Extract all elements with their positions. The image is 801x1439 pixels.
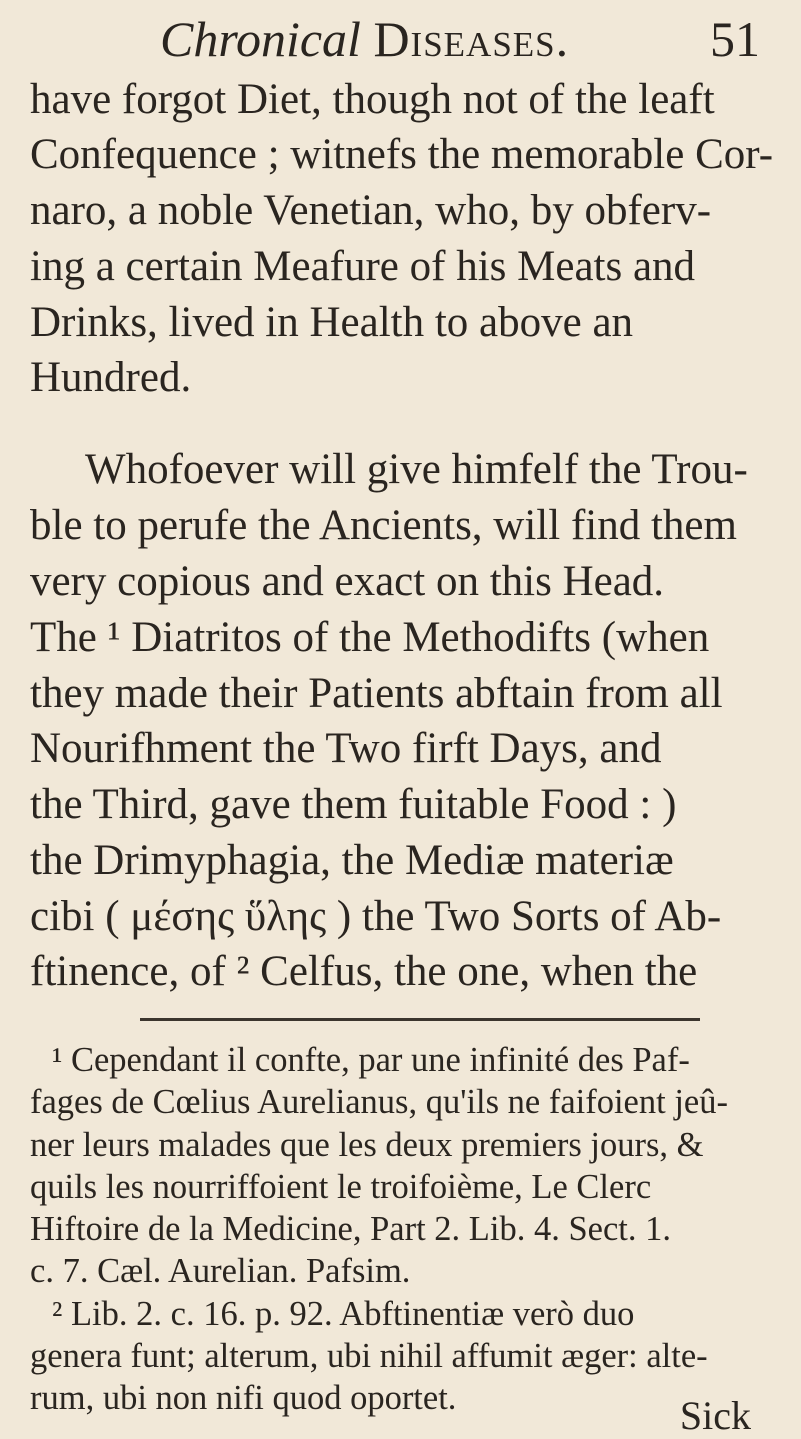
page-number: 51 <box>710 11 760 67</box>
body-line: very copious and exact on this Head. <box>30 558 665 605</box>
footnote-line: quils les nourriffoient le troifoième, Le Clerc <box>30 1168 652 1206</box>
footnote-line: c. 7. Cæl. Aurelian. Pafsim. <box>30 1252 411 1290</box>
body-line: they made their Patients abftain from all <box>30 670 723 717</box>
body-line: cibi ( μέσης ὕλης ) the Two Sorts of Ab- <box>30 893 722 940</box>
body-line: Hundred. <box>30 354 192 401</box>
body-line: the Drimyphagia, the Mediæ materiæ <box>30 837 674 884</box>
body-line: The ¹ Diatritos of the Methodifts (when <box>30 614 710 661</box>
body-line: ble to perufe the Ancients, will find them <box>30 502 737 549</box>
body-line: Drinks, lived in Health to above an <box>30 299 634 346</box>
body-line: naro, a noble Venetian, who, by obferv- <box>30 187 712 234</box>
footnote-line: ¹ Cependant il confte, par une infinité des Paf- <box>52 1041 690 1079</box>
body-line: Confequence ; witnefs the memorable Cor- <box>30 131 774 178</box>
body-line: ing a certain Meafure of his Meats and <box>30 243 696 290</box>
body-line: Whofoever will give himfelf the Trou- <box>85 446 748 493</box>
footnote-line: rum, ubi non nifi quod oportet. <box>30 1379 457 1417</box>
body-line: ftinence, of ² Celfus, the one, when the <box>30 948 698 995</box>
footnote-line: Hiftoire de la Medicine, Part 2. Lib. 4. Sect. 1. <box>30 1210 671 1248</box>
footnote-divider <box>140 1018 700 1021</box>
body-line: the Third, gave them fuitable Food : ) <box>30 781 677 828</box>
catchword: Sick <box>679 1393 751 1438</box>
running-header <box>160 10 760 70</box>
body-line: have forgot Diet, though not of the leaft <box>30 76 715 123</box>
header-title-caps: Diseases. <box>373 11 570 67</box>
footnote-line: ² Lib. 2. c. 16. p. 92. Abftinentiæ verò duo <box>52 1295 635 1333</box>
footnote-line: fages de Cœlius Aurelianus, qu'ils ne faifoient jeû- <box>30 1083 728 1121</box>
header-title-italic: Chronical <box>160 11 361 67</box>
footnote-line: ner leurs malades que les deux premiers jours, & <box>30 1126 704 1164</box>
footnote-line: genera funt; alterum, ubi nihil affumit æger: alte- <box>30 1337 708 1375</box>
body-line: Nourifhment the Two firft Days, and <box>30 725 662 772</box>
